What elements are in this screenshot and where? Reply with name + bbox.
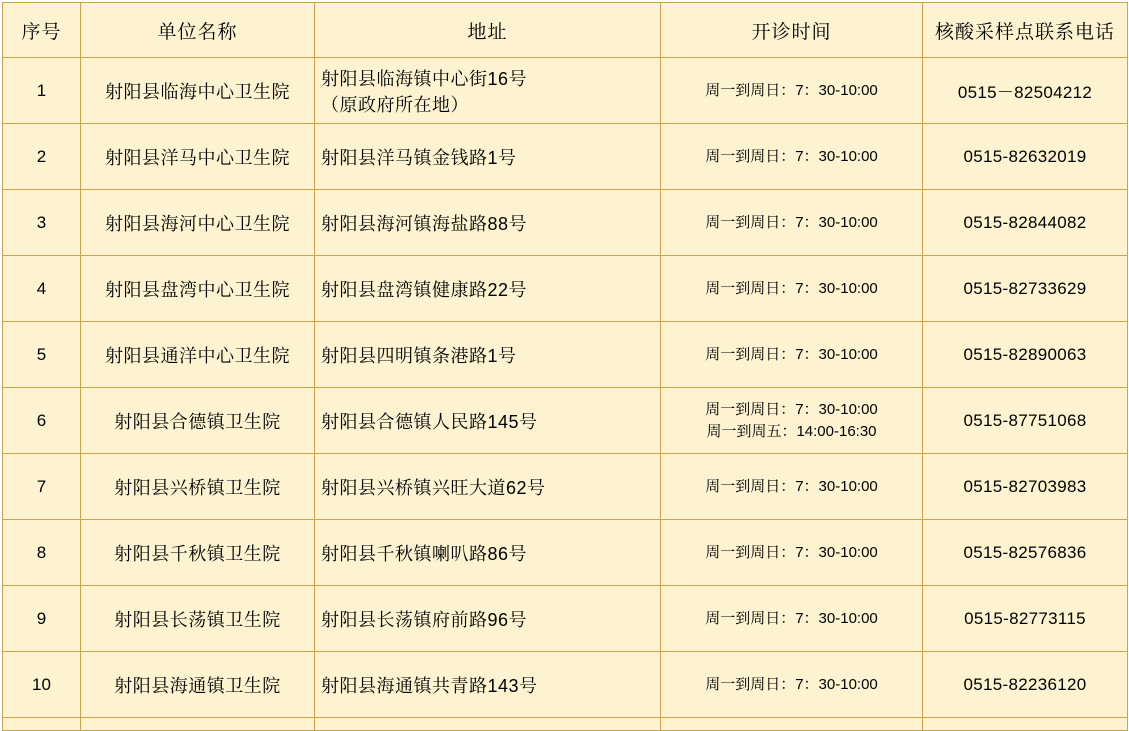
cell-unit-name: 射阳县长荡镇卫生院 [81,586,315,652]
cell-unit-name: 射阳县盘湾中心卫生院 [81,256,315,322]
column-header-index: 序号 [3,3,81,58]
cell-unit-name: 射阳县通洋中心卫生院 [81,322,315,388]
cell-phone: 0515-82576836 [923,520,1128,586]
opening-hours-line-1: 周一到周日：7：30-10:00 [705,279,878,297]
cell-unit-name: 射阳县千秋镇卫生院 [81,520,315,586]
cell-opening-hours [661,388,923,454]
cell-address [315,58,661,124]
cell-opening-hours [661,58,923,124]
column-header-unit-name: 单位名称 [81,3,315,58]
table-row [3,124,1128,190]
cell-opening-hours [661,520,923,586]
cell-opening-hours [661,586,923,652]
table-body [3,58,1128,731]
cell-address: 射阳县海通镇共青路143号 [315,652,661,718]
opening-hours-line-1: 周一到周日：7：30-10:00 [705,477,878,495]
opening-hours-line-1: 周一到周日：7：30-10:00 [705,400,878,418]
cell-index: 10 [3,652,81,718]
opening-hours-line-1: 周一到周日：7：30-10:00 [705,147,878,165]
table-row [3,586,1128,652]
cell-phone: 0515－82504212 [923,58,1128,124]
address-line-2: （原政府所在地） [321,94,469,115]
table-row [3,388,1128,454]
cell-index: 8 [3,520,81,586]
column-header-address: 地址 [315,3,661,58]
cell-address: 射阳县海河镇海盐路88号 [315,190,661,256]
opening-hours-line-2: 周一到周五：14:00-16:30 [706,422,877,440]
nucleic-acid-sampling-site-table [2,2,1128,731]
cell-unit-name: 射阳县海通镇卫生院 [81,652,315,718]
cell-index: 7 [3,454,81,520]
cell-address: 射阳县千秋镇喇叭路86号 [315,520,661,586]
cell-phone: 0515-82844082 [923,190,1128,256]
address-line-1: 射阳县临海镇中心街16号 [321,68,528,89]
table-row-partial [3,718,1128,731]
cell-unit-name: 射阳县兴桥镇卫生院 [81,454,315,520]
cell-index: 5 [3,322,81,388]
cell-index: 4 [3,256,81,322]
cell-opening-hours [661,718,923,731]
opening-hours-line-1: 周一到周日：7：30-10:00 [705,675,878,693]
table-row [3,322,1128,388]
cell-phone: 0515-82890063 [923,322,1128,388]
opening-hours-line-1: 周一到周日：7：30-10:00 [705,81,878,99]
cell-unit-name [81,718,315,731]
cell-unit-name: 射阳县合德镇卫生院 [81,388,315,454]
cell-unit-name: 射阳县临海中心卫生院 [81,58,315,124]
cell-phone: 0515-82773115 [923,586,1128,652]
cell-address [315,718,661,731]
table-row [3,652,1128,718]
cell-phone: 0515-82632019 [923,124,1128,190]
opening-hours-line-1: 周一到周日：7：30-10:00 [705,543,878,561]
cell-opening-hours [661,256,923,322]
opening-hours-line-1: 周一到周日：7：30-10:00 [705,609,878,627]
column-header-opening-hours: 开诊时间 [661,3,923,58]
cell-opening-hours [661,190,923,256]
column-header-phone: 核酸采样点联系电话 [923,3,1128,58]
table-row [3,58,1128,124]
cell-address: 射阳县洋马镇金钱路1号 [315,124,661,190]
cell-phone: 0515-87751068 [923,388,1128,454]
cell-opening-hours [661,454,923,520]
cell-opening-hours [661,322,923,388]
cell-address: 射阳县盘湾镇健康路22号 [315,256,661,322]
cell-phone: 0515-82236120 [923,652,1128,718]
cell-index: 6 [3,388,81,454]
cell-address: 射阳县四明镇条港路1号 [315,322,661,388]
table-row [3,520,1128,586]
opening-hours-line-1: 周一到周日：7：30-10:00 [705,213,878,231]
opening-hours-line-1: 周一到周日：7：30-10:00 [705,345,878,363]
cell-phone: 0515-82733629 [923,256,1128,322]
table-row [3,454,1128,520]
cell-phone: 0515-82703983 [923,454,1128,520]
cell-phone [923,718,1128,731]
cell-address: 射阳县兴桥镇兴旺大道62号 [315,454,661,520]
cell-index [3,718,81,731]
cell-address: 射阳县合德镇人民路145号 [315,388,661,454]
cell-opening-hours [661,124,923,190]
table-header [3,3,1128,58]
cell-index: 1 [3,58,81,124]
cell-index: 3 [3,190,81,256]
cell-unit-name: 射阳县洋马中心卫生院 [81,124,315,190]
cell-opening-hours [661,652,923,718]
table-row [3,190,1128,256]
table-header-row [3,3,1128,58]
table-row [3,256,1128,322]
document-sheet [0,2,1129,696]
cell-address: 射阳县长荡镇府前路96号 [315,586,661,652]
cell-unit-name: 射阳县海河中心卫生院 [81,190,315,256]
cell-index: 2 [3,124,81,190]
cell-index: 9 [3,586,81,652]
